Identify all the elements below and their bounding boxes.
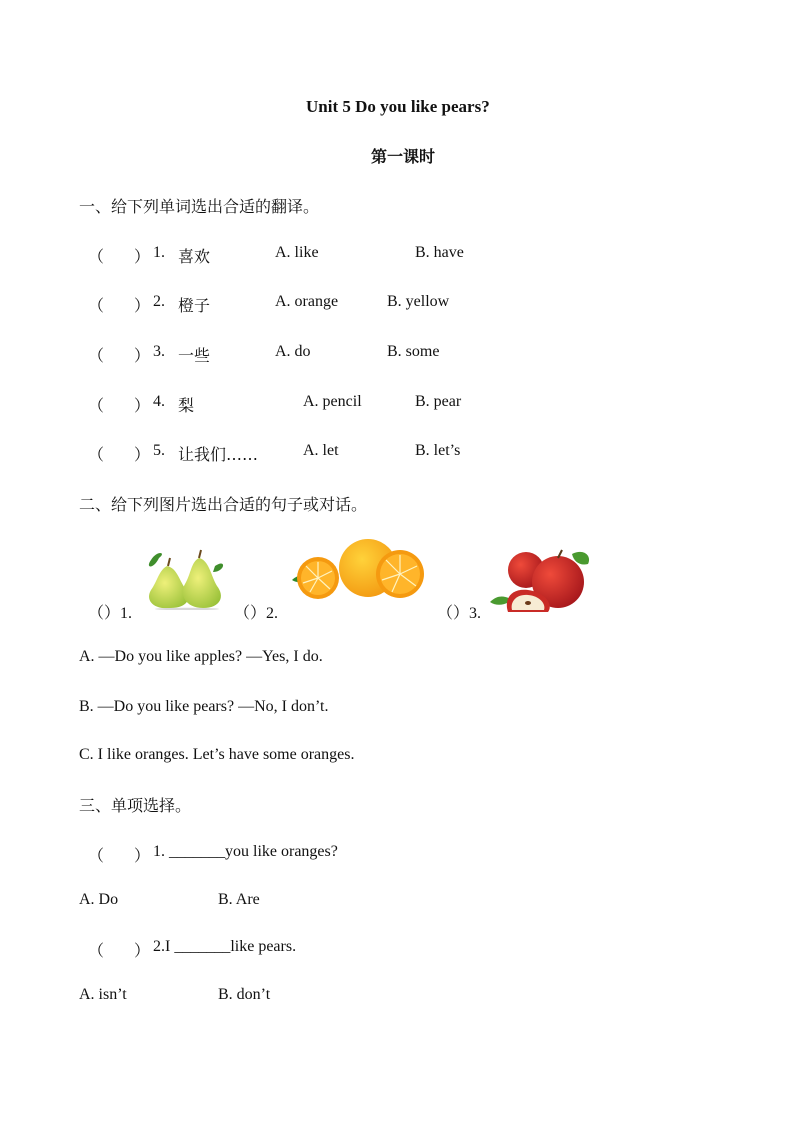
- option-a: A. isn’t: [79, 986, 127, 1003]
- answer-bracket-open: （: [88, 943, 105, 960]
- picture-option-a: A. —Do you like apples? —Yes, I do.: [79, 648, 323, 665]
- question-text: 1. _______you like oranges?: [153, 843, 338, 860]
- option-b: B. don’t: [218, 986, 271, 1003]
- item-number: 5.: [153, 442, 165, 459]
- option-a: A. like: [275, 244, 319, 261]
- answer-bracket-open: （: [88, 848, 105, 865]
- oranges-image: [288, 538, 426, 606]
- item-number: 4.: [153, 393, 165, 410]
- chinese-word: 一些: [178, 346, 211, 365]
- picture-option-b: B. —Do you like pears? —No, I don’t.: [79, 698, 329, 715]
- answer-bracket-close: ）: [134, 348, 151, 365]
- section-3-heading: 三、单项选择。: [79, 796, 192, 815]
- option-a: A. orange: [275, 293, 339, 310]
- option-b: B. some: [387, 343, 440, 360]
- answer-bracket-close: ）: [134, 298, 151, 315]
- picture-question-1-label: （）1.: [88, 605, 133, 622]
- option-b: B. yellow: [387, 293, 450, 310]
- item-number: 1.: [153, 244, 165, 261]
- picture-question-2-label: （）2.: [234, 605, 279, 622]
- option-a: A. let: [303, 442, 339, 459]
- section-1-heading: 一、给下列单词选出合适的翻译。: [79, 197, 320, 216]
- answer-bracket-open: （: [88, 249, 105, 266]
- answer-bracket-open: （: [88, 348, 105, 365]
- chinese-word: 橙子: [178, 296, 211, 315]
- answer-bracket-close: ）: [134, 249, 151, 266]
- picture-option-c: C. I like oranges. Let’s have some oranges.: [79, 746, 355, 763]
- apples-image: [488, 546, 594, 616]
- item-number: 3.: [153, 343, 165, 360]
- answer-bracket-close: ）: [134, 943, 151, 960]
- answer-bracket-close: ）: [134, 848, 151, 865]
- item-number: 2.: [153, 293, 165, 310]
- option-b: B. let’s: [415, 442, 461, 459]
- question-text: 2.I _______like pears.: [153, 938, 297, 955]
- lesson-subtitle: 第一课时: [371, 147, 436, 166]
- option-b: B. have: [415, 244, 464, 261]
- option-b: B. pear: [415, 393, 462, 410]
- section-2-heading: 二、给下列图片选出合适的句子或对话。: [79, 495, 368, 514]
- answer-bracket-close: ）: [134, 447, 151, 464]
- answer-bracket-open: （: [88, 298, 105, 315]
- option-b: B. Are: [218, 891, 260, 908]
- page-title: Unit 5 Do you like pears?: [306, 97, 490, 116]
- chinese-word: 喜欢: [178, 247, 211, 266]
- picture-question-3-label: （）3.: [437, 605, 482, 622]
- option-a: A. pencil: [303, 393, 362, 410]
- answer-bracket-open: （: [88, 447, 105, 464]
- answer-bracket-close: ）: [134, 398, 151, 415]
- pears-image: [137, 548, 229, 610]
- option-a: A. Do: [79, 891, 119, 908]
- option-a: A. do: [275, 343, 311, 360]
- chinese-word: 让我们……: [178, 445, 259, 464]
- answer-bracket-open: （: [88, 398, 105, 415]
- chinese-word: 梨: [178, 396, 195, 415]
